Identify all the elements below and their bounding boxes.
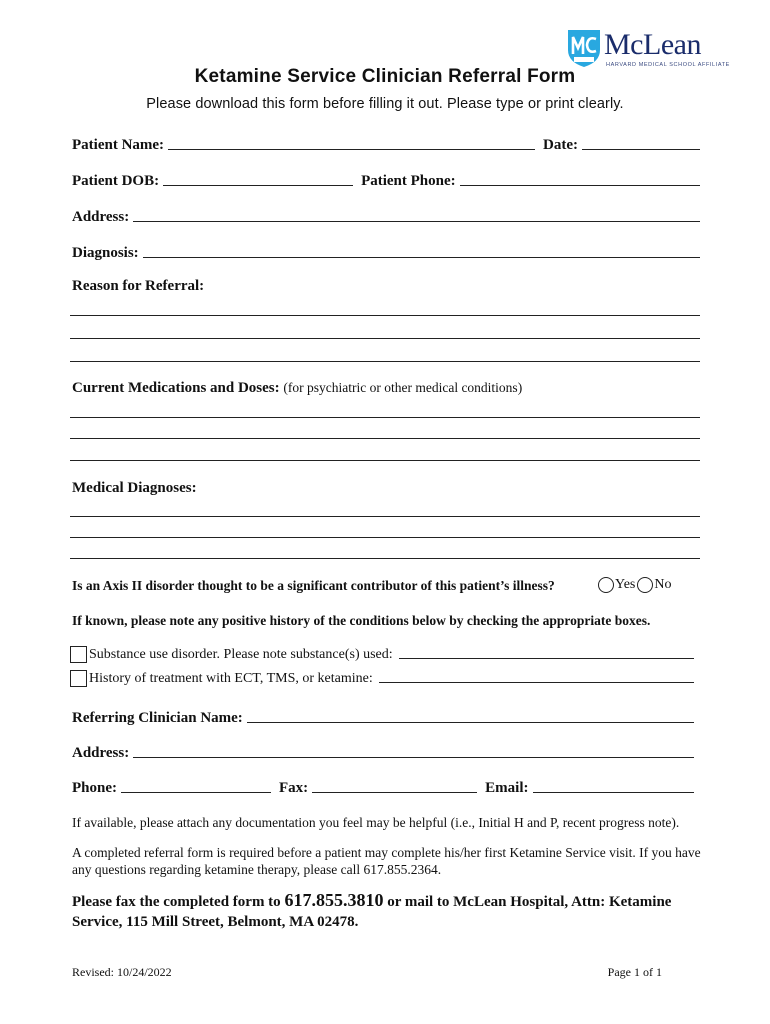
patient-dob-row (72, 168, 700, 190)
fax-suffix: or mail to McLean Hospital, Attn: Ketamine Service, 115 Mill Street, Belmont, MA 02478. (72, 894, 672, 930)
treatment-checkbox[interactable] (70, 670, 87, 687)
patient-name-label: Patient Name: (72, 137, 165, 153)
medications-line[interactable] (70, 417, 700, 418)
page-number: Page 1 of 1 (607, 965, 662, 979)
revised-date: Revised: 10/24/2022 (72, 965, 172, 979)
no-radio[interactable] (637, 577, 653, 593)
clinician-contact-row (72, 775, 694, 797)
logo-name: McLean (604, 28, 701, 61)
diagnosis-field[interactable] (143, 256, 700, 258)
current-medications-title: Current Medications and Doses: (72, 380, 280, 396)
clinician-name-field[interactable] (247, 721, 694, 723)
substance-label: Substance use disorder. Please note substance(s) used: (89, 647, 393, 662)
axis-question: Is an Axis II disorder thought to be a significant contributor of this patient’s illness? (72, 578, 555, 593)
clinician-fax-field[interactable] (312, 791, 477, 793)
date-field[interactable] (582, 148, 700, 150)
treatment-row (70, 667, 694, 687)
attach-instructions: If available, please attach any documentation you feel may be helpful (i.e., Initial H and P, recent progress note). (72, 815, 680, 830)
clinician-phone-label: Phone: (72, 780, 117, 796)
treatment-field[interactable] (379, 681, 694, 683)
medical-diagnoses-line[interactable] (70, 537, 700, 538)
substance-field[interactable] (399, 657, 694, 659)
clinician-fax-label: Fax: (279, 780, 309, 796)
diagnosis-row (72, 240, 700, 262)
required-instructions: A completed referral form is required before a patient may complete his/her first Ketamine Service visit. If you have any questions regarding ketamine therapy, please call 617.855.2364. (72, 845, 701, 877)
yes-label: Yes (615, 577, 636, 592)
mclean-logo (566, 28, 730, 70)
medical-diagnoses-line[interactable] (70, 558, 700, 559)
logo-tagline: HARVARD MEDICAL SCHOOL AFFILIATE (606, 62, 730, 68)
clinician-name-label: Referring Clinician Name: (72, 710, 243, 726)
patient-name-field[interactable] (168, 148, 535, 150)
medications-line[interactable] (70, 438, 700, 439)
no-label: No (654, 577, 672, 592)
form-subtitle: Please download this form before filling it out. Please type or print clearly. (146, 96, 624, 112)
medical-diagnoses-label: Medical Diagnoses: (72, 480, 197, 496)
clinician-name-row (72, 705, 694, 727)
clinician-email-field[interactable] (533, 791, 694, 793)
history-note: If known, please note any positive history of the conditions below by checking the appropriate boxes. (72, 613, 651, 628)
patient-dob-label: Patient DOB: (72, 173, 160, 189)
diagnosis-label: Diagnosis: (72, 245, 139, 261)
current-medications-note: (for psychiatric or other medical conditions) (283, 380, 523, 395)
address-row (72, 204, 700, 226)
patient-name-row (72, 132, 700, 154)
substance-row (70, 643, 694, 663)
medications-line[interactable] (70, 460, 700, 461)
address-field[interactable] (133, 220, 700, 222)
reason-line[interactable] (70, 338, 700, 339)
form-title: Ketamine Service Clinician Referral Form (194, 66, 576, 87)
clinician-address-field[interactable] (133, 756, 694, 758)
fax-prefix: Please fax the completed form to (72, 894, 281, 910)
substance-checkbox[interactable] (70, 646, 87, 663)
current-medications-label (72, 380, 522, 397)
patient-phone-label: Patient Phone: (361, 173, 456, 189)
fax-number: 617.855.3810 (284, 890, 384, 910)
reason-line[interactable] (70, 361, 700, 362)
medical-diagnoses-line[interactable] (70, 516, 700, 517)
fax-instructions (72, 890, 702, 932)
patient-dob-field[interactable] (163, 184, 353, 186)
clinician-address-row (72, 740, 694, 762)
axis-radio-group (598, 577, 674, 593)
date-label: Date: (543, 137, 578, 153)
reason-for-referral-label: Reason for Referral: (72, 278, 205, 294)
treatment-label: History of treatment with ECT, TMS, or ketamine: (89, 671, 373, 686)
clinician-phone-field[interactable] (121, 791, 271, 793)
clinician-address-label: Address: (72, 745, 130, 761)
address-label: Address: (72, 209, 130, 225)
mclean-shield-icon (566, 28, 602, 68)
patient-phone-field[interactable] (460, 184, 700, 186)
reason-line[interactable] (70, 315, 700, 316)
clinician-email-label: Email: (485, 780, 529, 796)
yes-radio[interactable] (598, 577, 614, 593)
